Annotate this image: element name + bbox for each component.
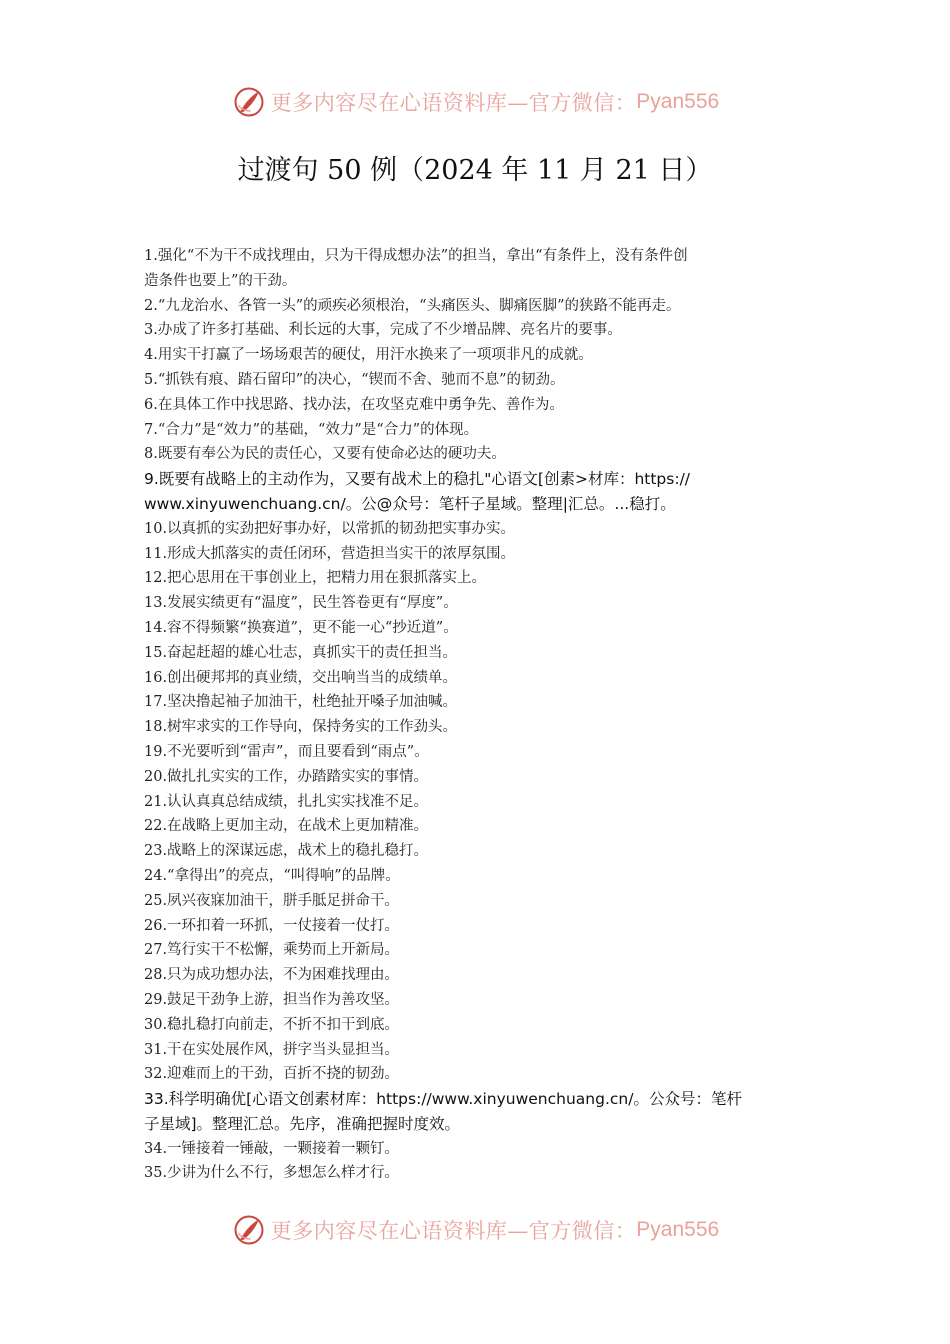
list-item bbox=[144, 666, 814, 691]
list-item bbox=[144, 715, 814, 740]
list-item bbox=[144, 368, 814, 393]
list-item bbox=[144, 1161, 814, 1186]
list-item bbox=[144, 839, 814, 864]
list-item bbox=[144, 765, 814, 790]
list-item-line: 18.树牢求实的工作导向，保持务实的工作劲头。 bbox=[144, 719, 458, 736]
list-item-line: 26.一环扣着一环抓，一仗接着一仗打。 bbox=[144, 917, 400, 934]
list-item-line: 15.奋起赶超的雄心壮志，真抓实干的责任担当。 bbox=[144, 644, 458, 661]
list-item bbox=[144, 542, 814, 567]
list-item-line: 31.干在实处展作风，拼字当头显担当。 bbox=[144, 1041, 400, 1058]
list-item-line: 35.少讲为什么不行，多想怎么样才行。 bbox=[144, 1165, 400, 1182]
list-item bbox=[144, 814, 814, 839]
list-item-line: 22.在战略上更加主动，在战术上更加精准。 bbox=[144, 818, 429, 835]
list-item bbox=[144, 690, 814, 715]
list-item-line: 7.“合力”是“效力”的基础，“效力”是“合力”的体现。 bbox=[144, 421, 479, 438]
list-item bbox=[144, 740, 814, 765]
list-item bbox=[144, 418, 814, 443]
list-item-line: 34.一锤接着一锤敲，一颗接着一颗钉。 bbox=[144, 1140, 400, 1157]
list-item-line: 2.“九龙治水、各管一头”的顽疾必须根治，“头痛医头、脚痛医脚”的狭路不能再走。 bbox=[144, 297, 681, 314]
list-item bbox=[144, 1038, 814, 1063]
list-item bbox=[144, 591, 814, 616]
list-item-line: 14.容不得频繁“换赛道”，更不能一心“抄近道”。 bbox=[144, 619, 458, 636]
list-item bbox=[144, 864, 814, 889]
list-item bbox=[144, 1137, 814, 1162]
sentence-list bbox=[144, 244, 814, 1186]
list-item-line: 30.稳扎稳打向前走，不折不扣干到底。 bbox=[144, 1016, 400, 1033]
footer-banner bbox=[0, 1210, 950, 1250]
list-item-line: 3.办成了许多打基础、利长远的大事，完成了不少增品牌、亮名片的要事。 bbox=[144, 322, 622, 339]
list-item-line: 29.鼓足干劲争上游，担当作为善攻坚。 bbox=[144, 991, 400, 1008]
list-item bbox=[144, 393, 814, 418]
list-item-line: 20.做扎扎实实的工作，办踏踏实实的事情。 bbox=[144, 768, 429, 785]
page-title: 过渡句 50 例（2024 年 11 月 21 日） bbox=[237, 155, 713, 186]
list-item bbox=[144, 1062, 814, 1087]
list-item bbox=[144, 938, 814, 963]
list-item bbox=[144, 244, 814, 294]
banner-wechat-id: Pyan556 bbox=[636, 1218, 720, 1241]
list-item bbox=[144, 641, 814, 666]
banner-text: 更多内容尽在心语资料库—官方微信： bbox=[270, 91, 637, 115]
list-item bbox=[144, 988, 814, 1013]
list-item bbox=[144, 566, 814, 591]
list-item-line: 4.用实干打赢了一场场艰苦的硬仗，用汗水换来了一项项非凡的成就。 bbox=[144, 347, 593, 364]
list-item-line: 6.在具体工作中找思路、找办法，在攻坚克难中勇争先、善作为。 bbox=[144, 396, 564, 413]
list-item-line: 子星域]。整理汇总。先序，准确把握时度效。 bbox=[144, 1114, 461, 1133]
list-item bbox=[144, 467, 814, 517]
list-item-line: 17.坚决撸起袖子加油干，杜绝扯开嗓子加油喊。 bbox=[144, 694, 458, 711]
list-item-line: 27.笃行实干不松懈，乘势而上开新局。 bbox=[144, 942, 400, 959]
list-item bbox=[144, 294, 814, 319]
list-item bbox=[144, 889, 814, 914]
list-item bbox=[144, 914, 814, 939]
list-item-line: 28.只为成功想办法，不为困难找理由。 bbox=[144, 967, 400, 984]
list-item-line: www.xinyuwenchuang.cn/。公@众号：笔杆子星域。整理|汇总。...稳打。 bbox=[144, 494, 676, 513]
list-item-line: 19.不光要听到“雷声”，而且要看到“雨点”。 bbox=[144, 743, 429, 760]
list-item bbox=[144, 790, 814, 815]
pen-nib-logo-icon bbox=[231, 1212, 267, 1248]
list-item-line: 8.既要有奉公为民的责任心，又要有使命必达的硬功夫。 bbox=[144, 446, 506, 463]
list-item-line: 33.科学明确优[心语文创素材库：https://www.xinyuwenchuang.cn/。公众号：笔杆 bbox=[144, 1090, 742, 1109]
list-item bbox=[144, 1013, 814, 1038]
list-item bbox=[144, 318, 814, 343]
banner-text: 更多内容尽在心语资料库—官方微信： bbox=[270, 1219, 637, 1243]
list-item-line: 21.认认真真总结成绩，扎扎实实找准不足。 bbox=[144, 793, 429, 810]
banner-wechat-id: Pyan556 bbox=[636, 90, 720, 113]
list-item bbox=[144, 616, 814, 641]
list-item bbox=[144, 963, 814, 988]
list-item-line: 24.“拿得出”的亮点，“叫得响”的品牌。 bbox=[144, 867, 400, 884]
pen-nib-logo-icon bbox=[231, 84, 267, 120]
list-item-line: 13.发展实绩更有“温度”，民生答卷更有“厚度”。 bbox=[144, 595, 458, 612]
header-banner bbox=[0, 82, 950, 122]
list-item bbox=[144, 343, 814, 368]
list-item-line: 9.既要有战略上的主动作为，又要有战术上的稳扎"心语文[创素>材库：https:// bbox=[144, 470, 691, 489]
list-item-line: 11.形成大抓落实的责任闭环，营造担当实干的浓厚氛围。 bbox=[144, 545, 516, 562]
list-item-line: 5.“抓铁有痕、踏石留印”的决心，“锲而不舍、驰而不息”的韧劲。 bbox=[144, 371, 565, 388]
list-item-line: 1.强化“不为干不成找理由，只为干得成想办法”的担当，拿出“有条件上，没有条件创 bbox=[144, 248, 688, 264]
list-item bbox=[144, 517, 814, 542]
list-item bbox=[144, 1087, 814, 1137]
list-item-line: 23.战略上的深谋远虑，战术上的稳扎稳打。 bbox=[144, 843, 429, 860]
list-item-line: 造条件也要上”的干劲。 bbox=[144, 272, 297, 289]
list-item-line: 25.夙兴夜寐加油干，胼手胝足拼命干。 bbox=[144, 892, 400, 909]
list-item-line: 10.以真抓的实劲把好事办好，以常抓的韧劲把实事办实。 bbox=[144, 520, 516, 537]
list-item-line: 12.把心思用在干事创业上，把精力用在狠抓落实上。 bbox=[144, 570, 487, 587]
list-item-line: 32.迎难而上的干劲，百折不挠的韧劲。 bbox=[144, 1066, 400, 1083]
list-item-line: 16.创出硬邦邦的真业绩，交出响当当的成绩单。 bbox=[144, 669, 458, 686]
list-item bbox=[144, 442, 814, 467]
